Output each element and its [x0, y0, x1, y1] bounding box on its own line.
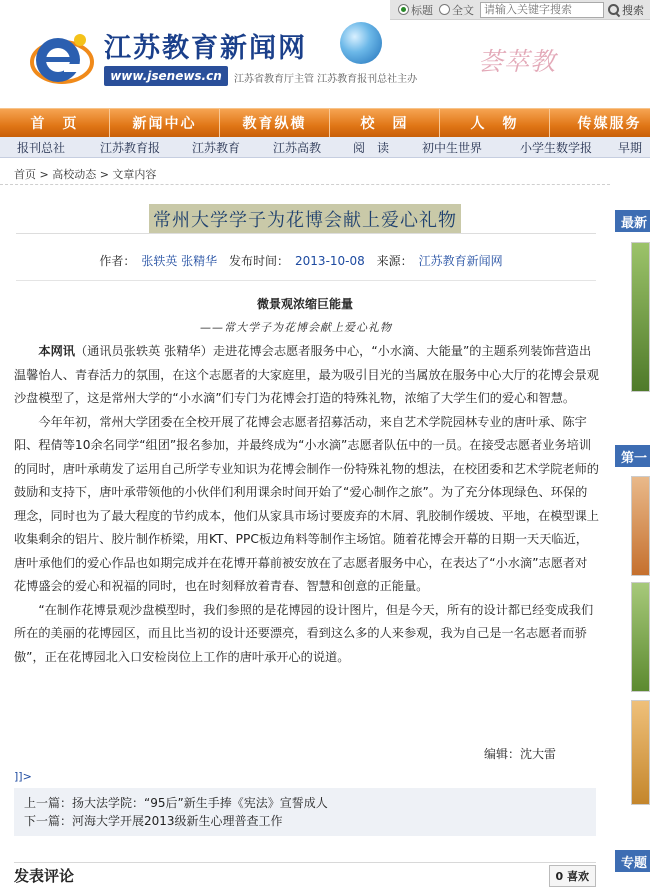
search-option-title-label: 标题 [411, 3, 433, 17]
site-title[interactable]: 江苏教育新闻网 [104, 33, 307, 64]
article-title: 常州大学学子为花博会献上爱心礼物 [149, 204, 461, 234]
search-input[interactable] [480, 2, 604, 18]
site-header [0, 0, 650, 108]
search-option-full[interactable] [439, 2, 474, 18]
search-icon [608, 4, 620, 16]
lead-label: 本网讯 [38, 344, 75, 358]
breadcrumb[interactable]: 首页 > 高校动态 > 文章内容 [0, 163, 610, 185]
nav-education[interactable]: 教育纵横 [220, 109, 330, 137]
meta-divider [16, 280, 596, 281]
subnav-jiangsu-higher-edu[interactable]: 江苏高教 [272, 140, 321, 155]
subnav-jiangsu-edu[interactable]: 江苏教育 [191, 140, 240, 155]
source-label: 来源： [376, 254, 413, 268]
subnav-pupil-math[interactable]: 小学生数学报 [519, 140, 592, 155]
article-title-wrap [0, 204, 610, 234]
sub-nav [0, 137, 650, 158]
search-option-title[interactable] [398, 2, 433, 18]
nav-media-service[interactable]: 传媒服务 [550, 109, 650, 137]
right-sidebar [615, 200, 650, 889]
nav-home[interactable]: 首 页 [0, 109, 110, 137]
subnav-press-group[interactable]: 报刊总社 [16, 140, 65, 155]
nav-campus[interactable]: 校 园 [330, 109, 440, 137]
source-link[interactable]: 江苏教育新闻网 [418, 254, 503, 268]
search-button-label: 搜索 [622, 3, 644, 17]
sidebar-photo[interactable] [631, 700, 650, 805]
sidebar-photo[interactable] [631, 582, 650, 692]
nav-people[interactable]: 人 物 [440, 109, 550, 137]
article-subheading: 微景观浓缩巨能量 [256, 297, 353, 311]
subnav-early[interactable]: 早期 [617, 140, 642, 155]
sidebar-tab-first[interactable]: 第一 [615, 445, 650, 467]
sidebar-photo[interactable] [631, 476, 650, 576]
article-subheading-2: ——常大学子为花博会献上爱心礼物 [200, 321, 392, 334]
publish-time: 2013-10-08 [295, 254, 365, 268]
search-option-full-label: 全文 [452, 3, 474, 17]
article-meta [0, 252, 610, 269]
author-link[interactable]: 张轶英 张精华 [141, 254, 218, 268]
sponsor-text: 江苏省教育厅主管 江苏教育报刊总社主办 [234, 74, 418, 85]
subnav-reading[interactable]: 阅 读 [352, 140, 389, 155]
paragraph-3: “在制作花博景观沙盘模型时，我们参照的是花博园的设计图片，但是今天，所有的设计都已经变成我们所在的美丽的花博园区，而且比当初的设计还要漂亮，看到这么多的人来参观，我为自己是一名志愿者而骄傲”，正在花博园北入口安检岗位上工作的唐叶承开心的说道。 [14, 602, 594, 664]
title-divider [16, 233, 596, 234]
paragraph-1-text: （通讯员张轶英 张精华）走进花博会志愿者服务中心，“小水滴、大能量”的主题系列装饰营造出温馨怡人、青春活力的氛围，在这个志愿者的大家庭里，最为吸引目光的当属放在服务中心大厅的花博会景观沙盘模型了，这是常州大学的“小水滴”们专门为花博会打造的特殊礼物，浓缩了大学生们的爱心和智慧。 [14, 344, 599, 405]
article-body [14, 340, 599, 669]
subnav-junior-world[interactable]: 初中生世界 [421, 140, 482, 155]
paragraph-2: 今年年初，常州大学团委在全校开展了花博会志愿者招募活动，来自艺术学院园林专业的唐叶承、陈宇阳、程倩等10余名同学“组团”报名参加，并最终成为“小水滴”志愿者队伍中的一员。在接受志愿者业务培训的同时，唐叶承萌发了运用自己所学专业知识为花博会制作一份特殊礼物的想法，在校团委和艺术学院老师的鼓励和支持下，唐叶承带领他的小伙伴们利用课余时间开始了“爱心制作之旅”。为了充分体现绿色、环保的理念，同时也为了最大程度的节约成本，他们从家具市场讨要废弃的木屑、乳胶制作缓坡、平地，在模型课上收集剩余的铝片、胶片制作桥梁，用KT、PPC板边角料等制作主场馆。随着花博会开幕的日期一天天临近，唐叶承他们的爱心作品也如期完成并在花博开幕前被安放在了志愿者服务中心，在表达了“小水滴”志愿者对花博盛会的爱心和祝福的同时，也在时刻释放着青春、智慧和创意的正能量。 [14, 414, 599, 593]
next-article-link[interactable]: 下一篇：河海大学开展2013级新生心理普查工作 [24, 814, 283, 828]
brand-artwork: 荟萃教 [478, 47, 557, 76]
stray-markup: ]]> [14, 770, 32, 783]
radio-icon[interactable] [439, 4, 450, 15]
prev-next-box [14, 788, 596, 836]
editor-credit: 编辑：沈大雷 [484, 747, 557, 761]
main-nav [0, 108, 650, 137]
search-bar [390, 0, 650, 20]
sidebar-photo[interactable] [631, 242, 650, 392]
subnav-jiangsu-edu-paper[interactable]: 江苏教育报 [99, 140, 160, 155]
prev-article-link[interactable]: 上一篇：扬大法学院：“95后”新生手捧《宪法》宣誓成人 [24, 796, 328, 810]
radio-icon[interactable] [398, 4, 409, 15]
comment-header [14, 862, 596, 888]
like-button[interactable]: 0 喜欢 [549, 865, 596, 887]
sidebar-tab-topics[interactable]: 专题 [615, 850, 650, 872]
globe-icon [340, 22, 382, 64]
nav-news-center[interactable]: 新闻中心 [110, 109, 220, 137]
time-label: 发布时间： [229, 254, 290, 268]
comment-title: 发表评论 [14, 867, 75, 885]
paragraph-1 [14, 340, 599, 411]
sidebar-tab-latest[interactable]: 最新 [615, 210, 650, 232]
site-url: www.jsenews.cn [104, 66, 228, 86]
search-button[interactable] [608, 2, 644, 18]
site-logo-icon[interactable] [28, 26, 96, 92]
author-label: 作者： [99, 254, 136, 268]
